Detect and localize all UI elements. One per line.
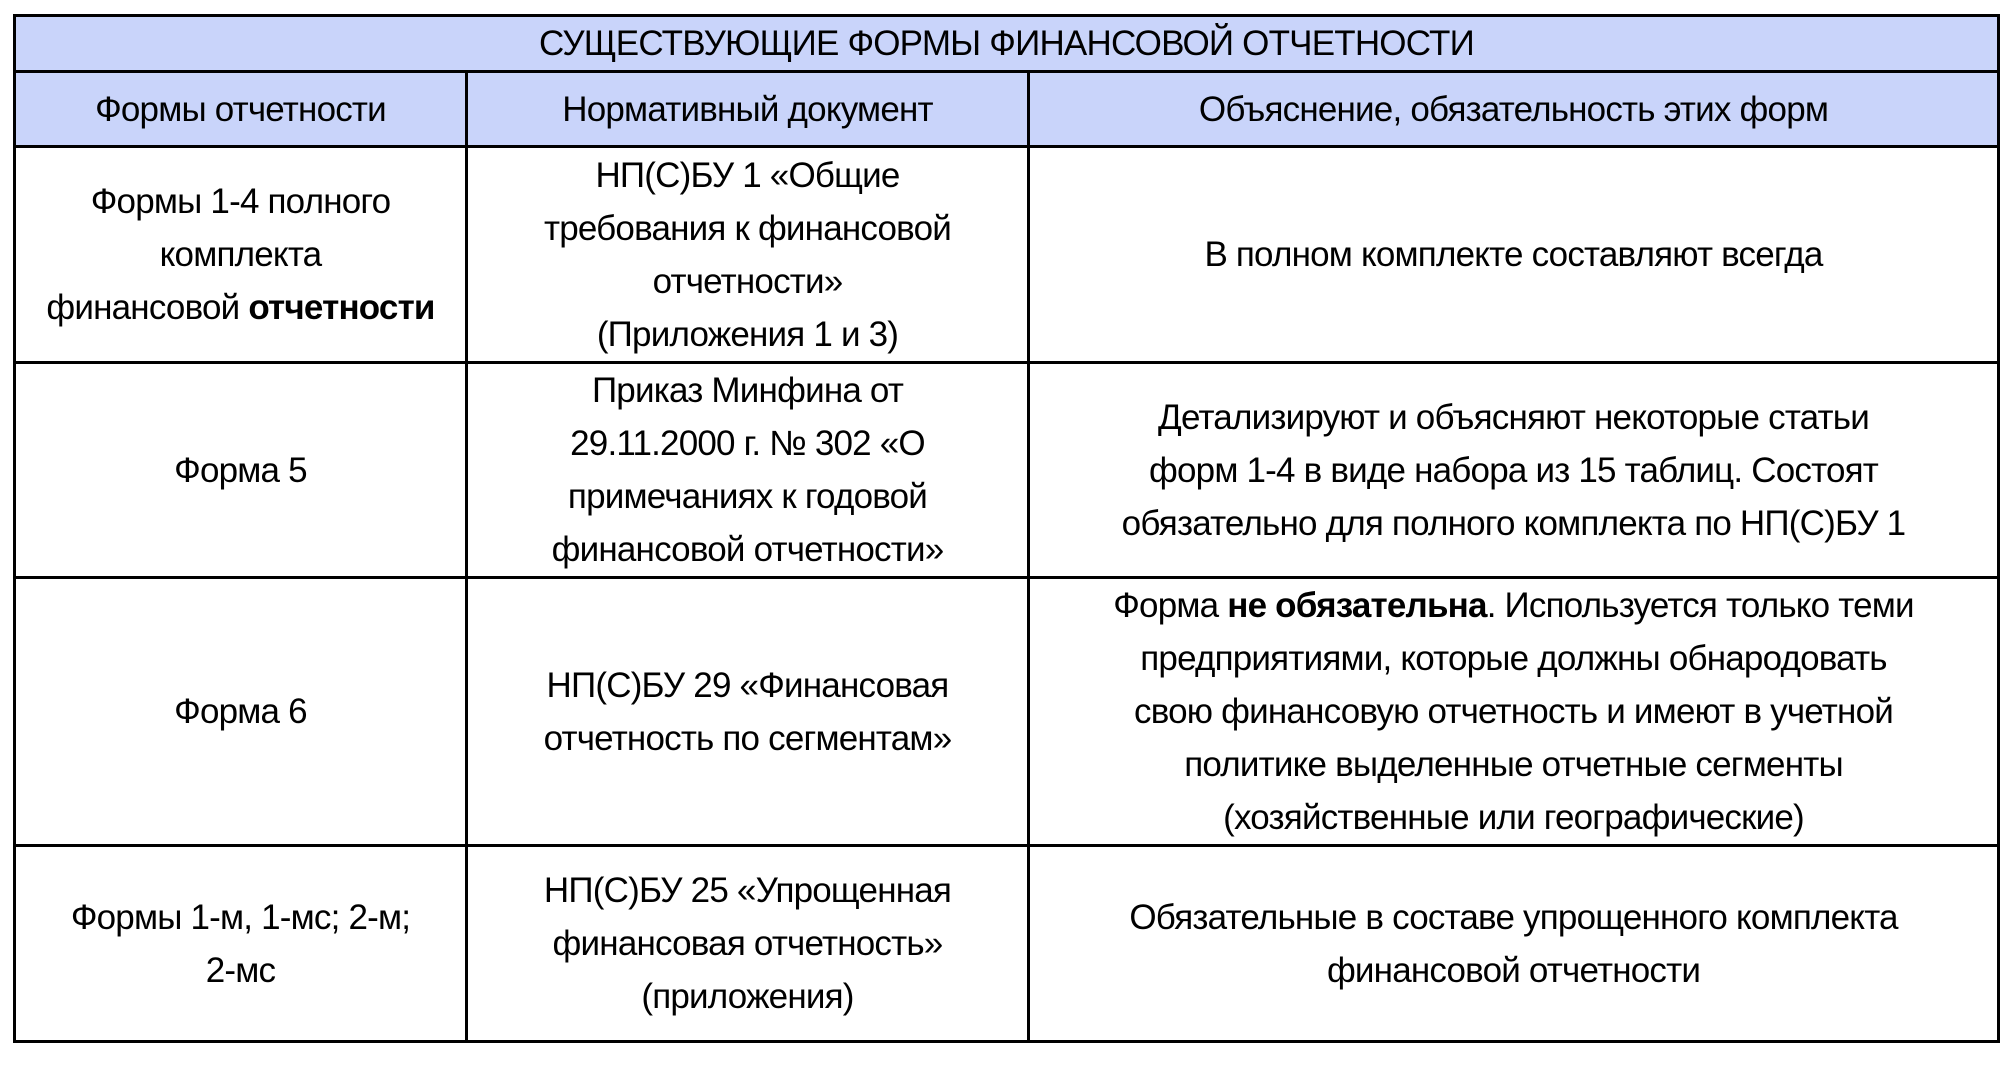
cell-line: НП(С)БУ 29 «Финансовая xyxy=(546,665,949,705)
table-header-row xyxy=(15,72,1999,147)
cell-line: предприятиями, которые должны обнародовать xyxy=(1140,639,1887,678)
cell-line: (приложения) xyxy=(641,977,854,1016)
table-title-row xyxy=(15,16,1999,72)
cell-line: примечаниях к годовой xyxy=(567,477,928,516)
cell-line: требования к финансовой xyxy=(544,208,951,248)
table-title: СУЩЕСТВУЮЩИЕ ФОРМЫ ФИНАНСОВОЙ ОТЧЕТНОСТИ xyxy=(15,16,1999,72)
cell-text: Форма xyxy=(1113,586,1228,625)
cell-text: финансовой xyxy=(46,288,249,327)
cell-line xyxy=(20,281,461,334)
cell-document xyxy=(467,846,1029,1042)
cell-form: Форма 6 xyxy=(15,578,467,846)
cell-line: финансовая отчетность» xyxy=(552,924,943,963)
table-row xyxy=(15,578,1999,846)
cell-line: свою финансовую отчетность и имеют в учетной xyxy=(1134,692,1893,731)
table-row xyxy=(15,846,1999,1042)
cell-line: отчетности» xyxy=(652,261,843,301)
cell-line: Приказ Минфина от xyxy=(591,371,904,410)
cell-line: Формы 1-4 полного xyxy=(90,182,391,221)
cell-line: НП(С)БУ 25 «Упрощенная xyxy=(543,871,952,910)
cell-line: В полном комплекте составляют всегда xyxy=(1204,235,1823,274)
cell-line: Формы 1-м, 1-мс; 2-м; xyxy=(70,897,411,937)
cell-line: НП(С)БУ 1 «Общие xyxy=(595,155,900,195)
cell-line: финансовой отчетности xyxy=(1326,950,1701,990)
column-header-explanation: Объяснение, обязательность этих форм xyxy=(1029,72,1999,147)
cell-form xyxy=(15,147,467,363)
cell-line: политике выделенные отчетные сегменты xyxy=(1184,745,1843,784)
cell-line: обязательно для полного комплекта по НП(С)БУ 1 xyxy=(1121,503,1906,543)
cell-document xyxy=(467,578,1029,846)
cell-explanation xyxy=(1029,578,1999,846)
cell-document xyxy=(467,363,1029,578)
cell-line: финансовой отчетности» xyxy=(551,530,944,569)
table-row xyxy=(15,147,1999,363)
cell-line: Детализируют и объясняют некоторые статьи xyxy=(1158,397,1869,437)
cell-document xyxy=(467,147,1029,363)
cell-line: 2-мс xyxy=(205,950,276,990)
cell-form: Форма 5 xyxy=(15,363,467,578)
cell-line: форм 1-4 в виде набора из 15 таблиц. Состоят xyxy=(1149,450,1879,490)
cell-text-bold: отчетности xyxy=(248,288,435,327)
table-row xyxy=(15,363,1999,578)
cell-line xyxy=(1034,579,1993,632)
cell-form xyxy=(15,846,467,1042)
cell-line: комплекта xyxy=(159,235,322,274)
cell-line: Обязательные в составе упрощенного комплекта xyxy=(1129,897,1898,937)
cell-line: (Приложения 1 и 3) xyxy=(596,314,899,354)
cell-text: . Используется только теми xyxy=(1486,586,1914,625)
cell-line: (хозяйственные или географические) xyxy=(1223,798,1804,837)
cell-line: 29.11.2000 г. № 302 «О xyxy=(570,424,925,463)
cell-text-bold: не обязательна xyxy=(1227,586,1487,625)
column-header-document: Нормативный документ xyxy=(467,72,1029,147)
financial-reporting-forms-table xyxy=(13,14,2000,1043)
cell-explanation xyxy=(1029,363,1999,578)
cell-explanation xyxy=(1029,846,1999,1042)
cell-explanation xyxy=(1029,147,1999,363)
column-header-forms: Формы отчетности xyxy=(15,72,467,147)
cell-line: отчетность по сегментам» xyxy=(543,718,952,758)
